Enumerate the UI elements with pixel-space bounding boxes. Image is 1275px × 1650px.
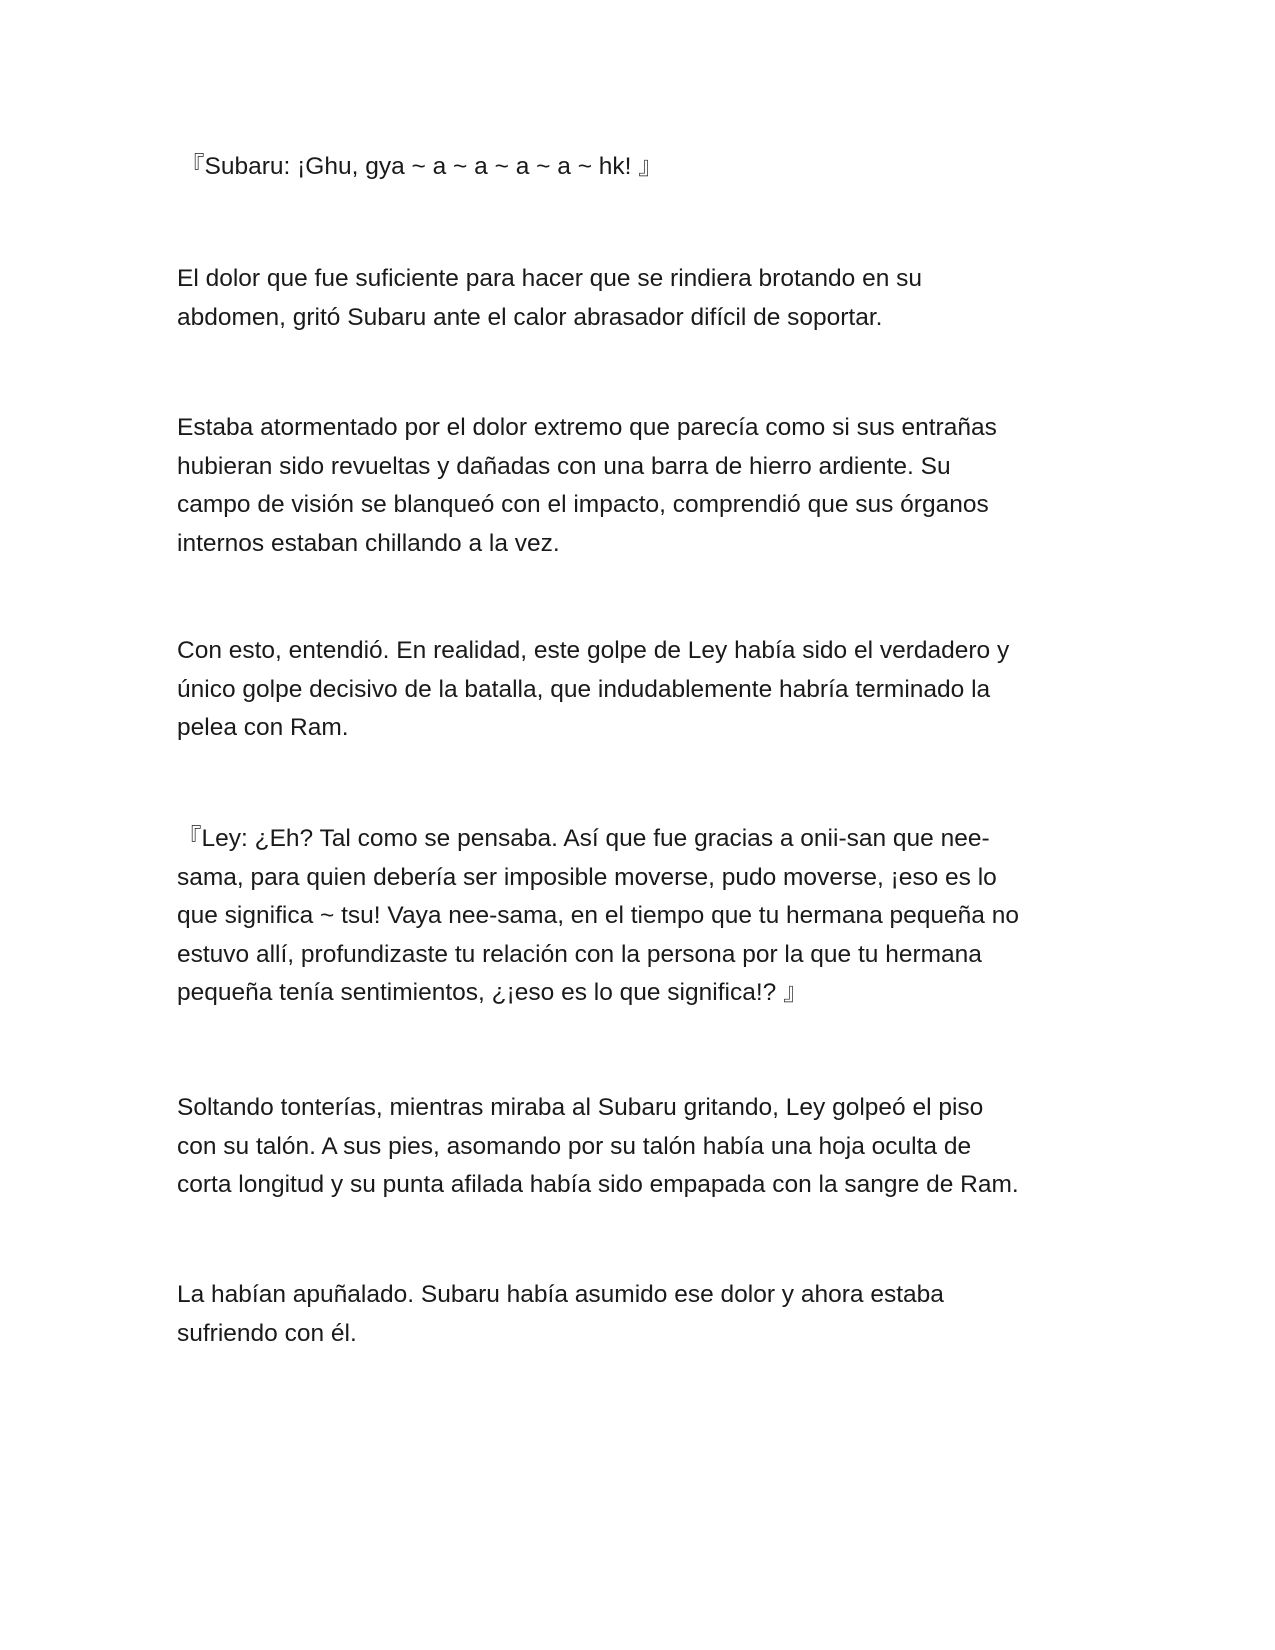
paragraph-hidden-blade — [177, 1089, 1097, 1205]
paragraph-pain-description — [177, 260, 1097, 337]
paragraph-stabbed — [177, 1276, 1097, 1353]
text-line: con su talón. A sus pies, asomando por su talón había una hoja oculta de — [177, 1132, 972, 1160]
text-line: pelea con Ram. — [177, 714, 349, 741]
paragraph-subaru-scream — [180, 148, 1100, 187]
text-line: 『Subaru: ¡Ghu, gya ~ a ~ a ~ a ~ a ~ hk! 』 — [180, 153, 663, 180]
text-line: abdomen, gritó Subaru ante el calor abrasador difícil de soportar. — [177, 303, 883, 331]
text-line: campo de visión se blanqueó con el impacto, comprendió que sus órganos — [177, 491, 989, 518]
text-line: Estaba atormentado por el dolor extremo que parecía como si sus entrañas — [177, 414, 997, 441]
paragraph-torment — [177, 409, 1097, 563]
text-line: Con esto, entendió. En realidad, este golpe de Ley había sido el verdadero y — [177, 637, 1010, 664]
text-line: internos estaban chillando a la vez. — [177, 529, 560, 557]
text-line: sufriendo con él. — [177, 1319, 357, 1347]
text-line: estuvo allí, profundizaste tu relación con la persona por la que tu hermana — [177, 940, 982, 968]
paragraph-ley-dialogue — [177, 820, 1097, 1013]
text-line: Soltando tonterías, mientras miraba al Subaru gritando, Ley golpeó el piso — [177, 1094, 984, 1121]
text-line: hubieran sido revueltas y dañadas con una barra de hierro ardiente. Su — [177, 452, 951, 480]
text-line: La habían apuñalado. Subaru había asumido ese dolor y ahora estaba — [177, 1281, 944, 1308]
text-line: pequeña tenía sentimientos, ¿¡eso es lo que significa!? 』 — [177, 979, 808, 1006]
paragraph-understanding — [177, 632, 1097, 748]
text-line: 『Ley: ¿Eh? Tal como se pensaba. Así que fue gracias a onii-san que nee- — [177, 825, 990, 852]
text-line: sama, para quien debería ser imposible moverse, pudo moverse, ¡eso es lo — [177, 863, 997, 891]
text-line: que significa ~ tsu! Vaya nee-sama, en el tiempo que tu hermana pequeña no — [177, 902, 1019, 929]
text-line: único golpe decisivo de la batalla, que indudablemente habría terminado la — [177, 675, 991, 703]
text-line: corta longitud y su punta afilada había sido empapada con la sangre de Ram. — [177, 1171, 1019, 1198]
text-line: El dolor que fue suficiente para hacer que se rindiera brotando en su — [177, 265, 923, 292]
